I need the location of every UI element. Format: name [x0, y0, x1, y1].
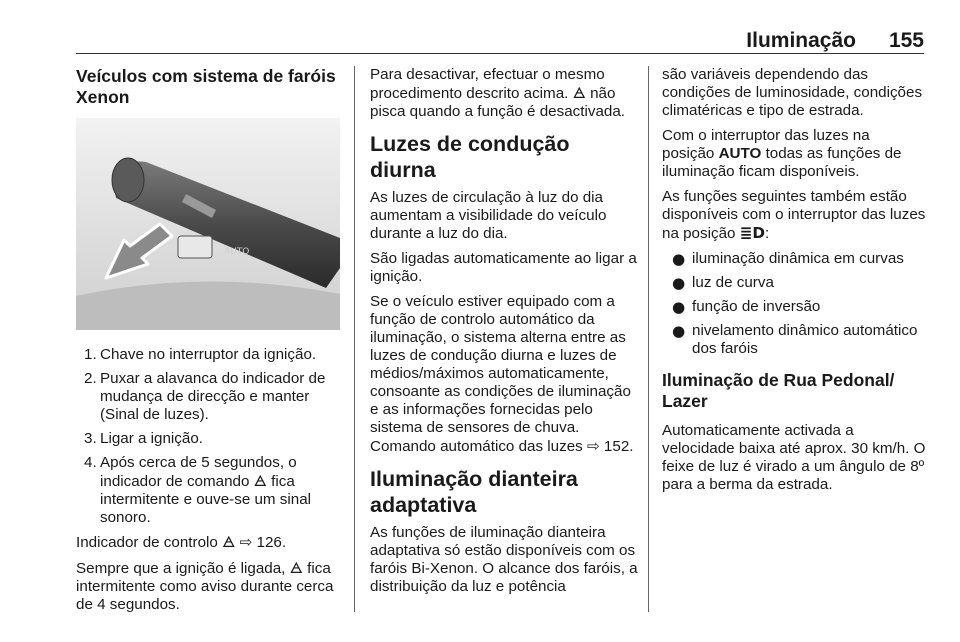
- paragraph: Se o veículo estiver equipado com a função de controlo automático da iluminação, o sistema alterna entre as luzes de condução diurna e luzes de médios/máximos automaticamente, consoante as condições de iluminação e as informações fornecidas pelo sistema de sensores de chuva. Comando automático das luzes ⇨ 152.: [370, 293, 634, 455]
- paragraph: Indicador de controlo 🜁 ⇨ 126.: [76, 533, 287, 551]
- list-item: ● função de inversão: [672, 298, 821, 316]
- paragraph: são variáveis dependendo das condições de luminosidade, condições climatéricas e tipo de estrada.: [662, 66, 923, 119]
- low-beam-icon: ≣D: [739, 224, 766, 242]
- column-3: [662, 66, 926, 501]
- column-1: [76, 66, 342, 621]
- paragraph: Sempre que a ignição é ligada, 🜁 fica intermitente como aviso durante cerca de 4 segundos.: [76, 559, 334, 613]
- steps-list: [76, 346, 342, 527]
- paragraph: Automaticamente activada a velocidade baixa até aprox. 30 km/h. O feixe de luz é virado a um ângulo de 8º para a berma da estrada.: [662, 422, 926, 493]
- list-item: 1. Chave no interruptor da ignição.: [84, 346, 317, 363]
- auto-keyword: AUTO: [718, 145, 762, 162]
- list-item: 4. Após cerca de 5 segundos, o indicador de comando 🜁 fica intermitente e ouve-se um sinal sonoro.: [84, 454, 312, 526]
- list-item: ● nivelamento dinâmico automático dos faróis: [672, 322, 918, 357]
- page-reference-arrow-icon[interactable]: ⇨: [239, 533, 253, 551]
- list-item: 2. Puxar a alavanca do indicador de mudança de direcção e manter (Sinal de luzes).: [84, 370, 326, 423]
- auto-label: AUTO: [224, 247, 250, 257]
- section-title: Iluminação: [746, 29, 856, 52]
- column-2: [370, 66, 638, 603]
- page-reference-arrow-icon[interactable]: ⇨: [586, 437, 600, 455]
- paragraph: Com o interruptor das luzes na posição AUTO todas as funções de iluminação ficam disponíveis.: [662, 127, 902, 180]
- paragraph: Para desactivar, efectuar o mesmo procedimento descrito acima. 🜁 não pisca quando a função é desactivada.: [370, 66, 625, 120]
- paragraph: As funções de iluminação dianteira adaptativa só estão disponíveis com os faróis Bi-Xenon. O alcance dos faróis, a distribuição da luz e potência: [370, 524, 638, 595]
- indicator-light-icon: 🜁: [253, 472, 267, 490]
- list-item: ● iluminação dinâmica em curvas: [672, 250, 904, 268]
- bullet-list: [662, 250, 926, 358]
- column-separator: [354, 66, 355, 612]
- turn-signal-stalk-illustration: [76, 118, 340, 330]
- column-separator: [648, 66, 649, 612]
- paragraph: As luzes de circulação à luz do dia aumentam a visibilidade do veículo durante a luz do dia.: [370, 189, 607, 242]
- stalk-figure: [76, 118, 340, 330]
- indicator-light-icon: 🜁: [572, 84, 586, 102]
- indicator-light-icon: 🜁: [222, 533, 236, 551]
- section-heading: Veículos com sistema de faróis Xenon: [76, 66, 336, 107]
- section-heading: Iluminação dianteira adaptativa: [370, 467, 578, 517]
- list-item: ● luz de curva: [672, 274, 774, 292]
- list-item: 3. Ligar a ignição.: [84, 430, 204, 447]
- section-heading: Iluminação de Rua Pedonal/ Lazer: [662, 370, 895, 411]
- page-header: [0, 0, 960, 52]
- paragraph: As funções seguintes também estão disponíveis com o interruptor das luzes na posição ≣D:: [662, 188, 926, 242]
- indicator-light-icon: 🜁: [289, 559, 303, 577]
- section-heading: Luzes de condução diurna: [370, 132, 570, 182]
- header-rule: [76, 53, 924, 54]
- page-number: 155: [888, 29, 924, 52]
- paragraph: São ligadas automaticamente ao ligar a ignição.: [370, 250, 637, 285]
